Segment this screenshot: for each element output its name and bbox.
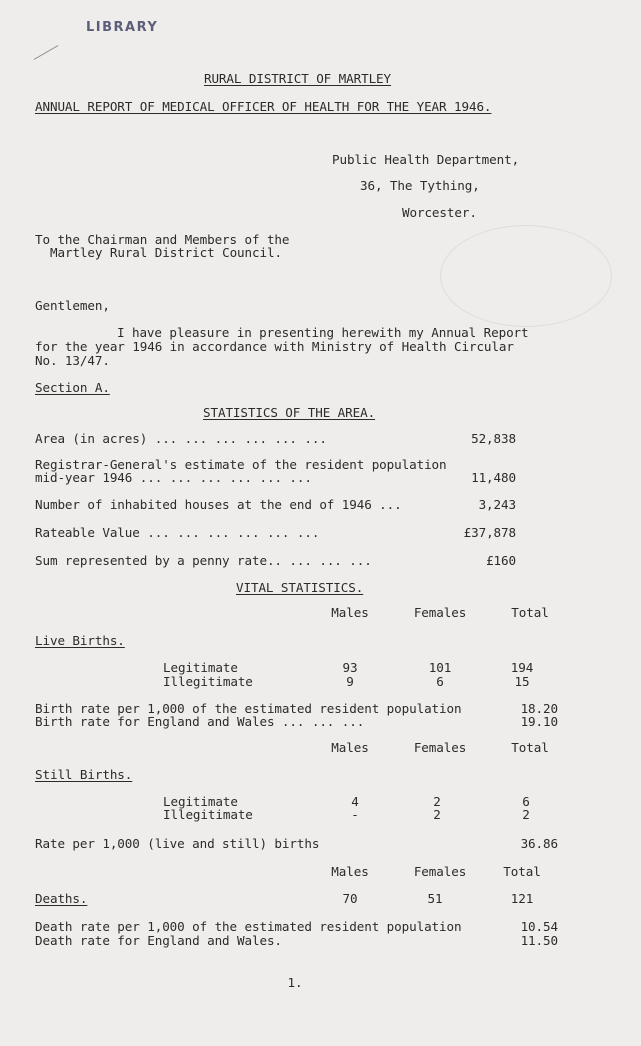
live-legitimate-males: 93 xyxy=(342,660,358,675)
still-birth-rate-label: Rate per 1,000 (live and still) births xyxy=(35,836,320,851)
intro-line-2: for the year 1946 in accordance with Ministry of Health Circular xyxy=(35,339,514,354)
deaths-heading: Deaths. xyxy=(35,891,88,906)
stat-label-population-cont: mid-year 1946 ... ... ... ... ... ... xyxy=(35,470,312,485)
death-rate-value: 10.54 xyxy=(520,919,558,934)
stat-value-population: 11,480 xyxy=(471,470,516,485)
faint-seal xyxy=(440,225,612,327)
birth-rate-label: Birth rate per 1,000 of the estimated resident population xyxy=(35,701,462,716)
col-males-3: Males xyxy=(331,864,369,879)
live-legitimate-label: Legitimate xyxy=(163,660,238,675)
pencil-mark xyxy=(34,45,59,60)
stat-value-area: 52,838 xyxy=(471,431,516,446)
col-males-1: Males xyxy=(331,605,369,620)
stat-label-area: Area (in acres) ... ... ... ... ... ... xyxy=(35,431,327,446)
intro-line-1: I have pleasure in presenting herewith my Annual Report xyxy=(117,325,529,340)
statistics-heading: STATISTICS OF THE AREA. xyxy=(203,405,376,420)
still-illegitimate-total: 2 xyxy=(522,807,530,822)
death-rate-england-label: Death rate for England and Wales. xyxy=(35,933,282,948)
live-illegitimate-total: 15 xyxy=(514,674,530,689)
still-legitimate-total: 6 xyxy=(522,794,530,809)
birth-rate-england-label: Birth rate for England and Wales ... ... ... xyxy=(35,714,365,729)
still-births-heading: Still Births. xyxy=(35,767,133,782)
salutation: Gentlemen, xyxy=(35,298,110,313)
addressee-line-2: Martley Rural District Council. xyxy=(50,245,282,260)
section-a-heading: Section A. xyxy=(35,380,110,395)
col-males-2: Males xyxy=(331,740,369,755)
page-number: 1. xyxy=(287,975,303,990)
birth-rate-england-value: 19.10 xyxy=(520,714,558,729)
stat-value-houses: 3,243 xyxy=(478,497,516,512)
still-illegitimate-label: Illegitimate xyxy=(163,807,253,822)
stat-label-rateable: Rateable Value ... ... ... ... ... ... xyxy=(35,525,320,540)
still-legitimate-females: 2 xyxy=(433,794,441,809)
library-stamp: LIBRARY xyxy=(86,20,159,35)
stat-label-population: Registrar-General's estimate of the resident population xyxy=(35,457,447,472)
still-legitimate-males: 4 xyxy=(351,794,359,809)
stat-value-rateable: £37,878 xyxy=(463,525,516,540)
deaths-females: 51 xyxy=(427,891,443,906)
stat-label-penny-rate: Sum represented by a penny rate.. ... ... ... xyxy=(35,553,372,568)
still-birth-rate-value: 36.86 xyxy=(520,836,558,851)
live-births-heading: Live Births. xyxy=(35,633,125,648)
col-females-2: Females xyxy=(413,740,467,755)
stat-label-houses: Number of inhabited houses at the end of 1946 ... xyxy=(35,497,402,512)
live-illegitimate-females: 6 xyxy=(436,674,444,689)
death-rate-england-value: 11.50 xyxy=(520,933,558,948)
live-legitimate-total: 194 xyxy=(510,660,534,675)
live-legitimate-females: 101 xyxy=(428,660,452,675)
header-report-title: ANNUAL REPORT OF MEDICAL OFFICER OF HEALTH FOR THE YEAR 1946. xyxy=(35,99,492,114)
stat-value-penny-rate: £160 xyxy=(486,553,516,568)
live-illegitimate-males: 9 xyxy=(346,674,354,689)
still-illegitimate-males: - xyxy=(351,807,359,822)
death-rate-label: Death rate per 1,000 of the estimated resident population xyxy=(35,919,462,934)
address-line-2: 36, The Tything, xyxy=(360,178,480,193)
intro-line-3: No. 13/47. xyxy=(35,353,110,368)
col-total-2: Total xyxy=(511,740,549,755)
addressee-line-1: To the Chairman and Members of the xyxy=(35,232,290,247)
still-legitimate-label: Legitimate xyxy=(163,794,238,809)
still-illegitimate-females: 2 xyxy=(433,807,441,822)
col-females-3: Females xyxy=(413,864,467,879)
header-district: RURAL DISTRICT OF MARTLEY xyxy=(203,71,392,86)
birth-rate-value: 18.20 xyxy=(520,701,558,716)
deaths-total: 121 xyxy=(510,891,534,906)
col-total-1: Total xyxy=(511,605,549,620)
col-total-3: Total xyxy=(503,864,541,879)
address-line-1: Public Health Department, xyxy=(332,152,520,167)
deaths-males: 70 xyxy=(342,891,358,906)
address-line-3: Worcester. xyxy=(402,205,477,220)
live-illegitimate-label: Illegitimate xyxy=(163,674,253,689)
col-females-1: Females xyxy=(413,605,467,620)
vital-statistics-heading: VITAL STATISTICS. xyxy=(236,580,364,595)
